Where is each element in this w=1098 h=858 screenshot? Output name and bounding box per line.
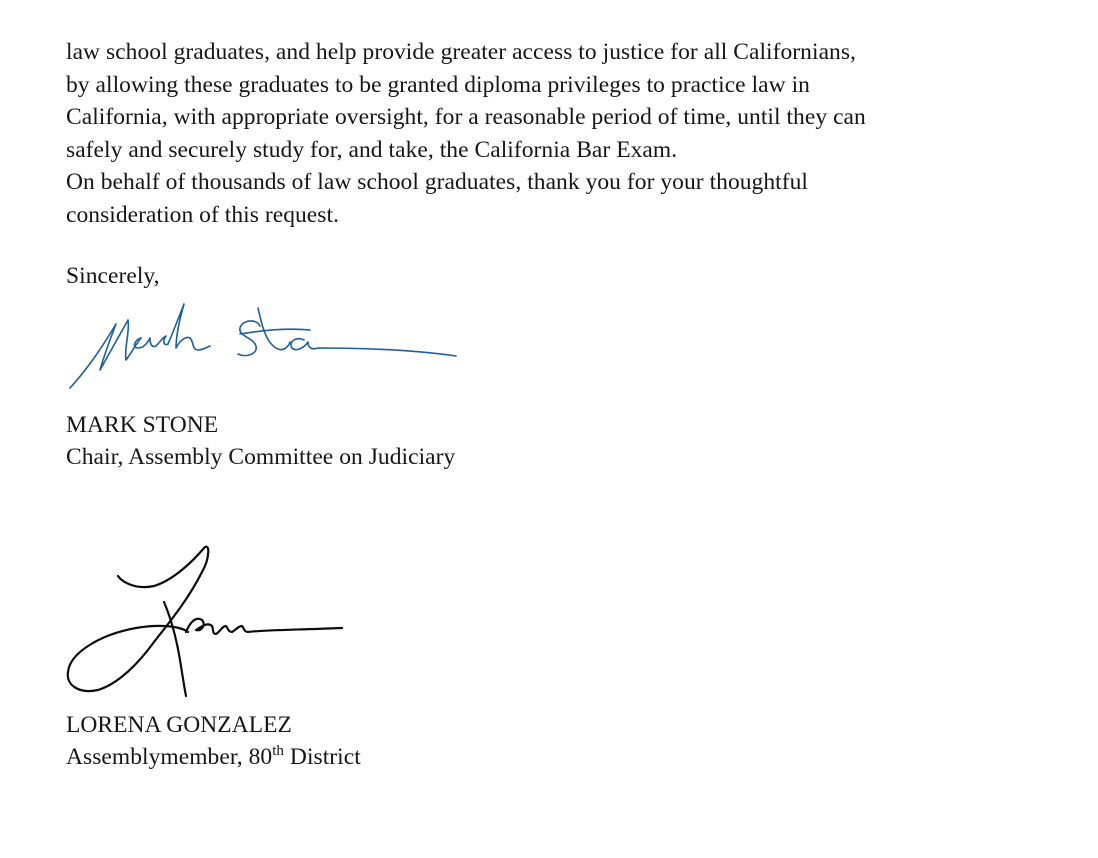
title-suffix: District xyxy=(284,744,361,770)
ordinal-suffix: th xyxy=(272,743,284,759)
signature-lorena-gonzalez xyxy=(62,540,362,700)
letter-body xyxy=(66,36,866,231)
body-line: by allowing these graduates to be granted diploma privileges to practice law in xyxy=(66,71,810,98)
signatory-title xyxy=(66,741,361,774)
title-prefix: Assemblymember, 80 xyxy=(66,744,273,770)
closing-salutation: Sincerely, xyxy=(66,263,160,289)
body-line: law school graduates, and help provide greater access to justice for all Californians, xyxy=(66,39,856,65)
body-line: consideration of this request. xyxy=(66,201,339,228)
signatory-name: LORENA GONZALEZ xyxy=(66,712,292,738)
signatory-name: MARK STONE xyxy=(66,412,219,438)
signature-mark-stone xyxy=(64,294,464,394)
body-line: safely and securely study for, and take, the California Bar Exam. xyxy=(66,136,678,163)
body-line: On behalf of thousands of law school graduates, thank you for your thoughtful xyxy=(66,169,808,195)
body-line: California, with appropriate oversight, for a reasonable period of time, until they can xyxy=(66,104,866,130)
signatory-title: Chair, Assembly Committee on Judiciary xyxy=(66,444,456,470)
